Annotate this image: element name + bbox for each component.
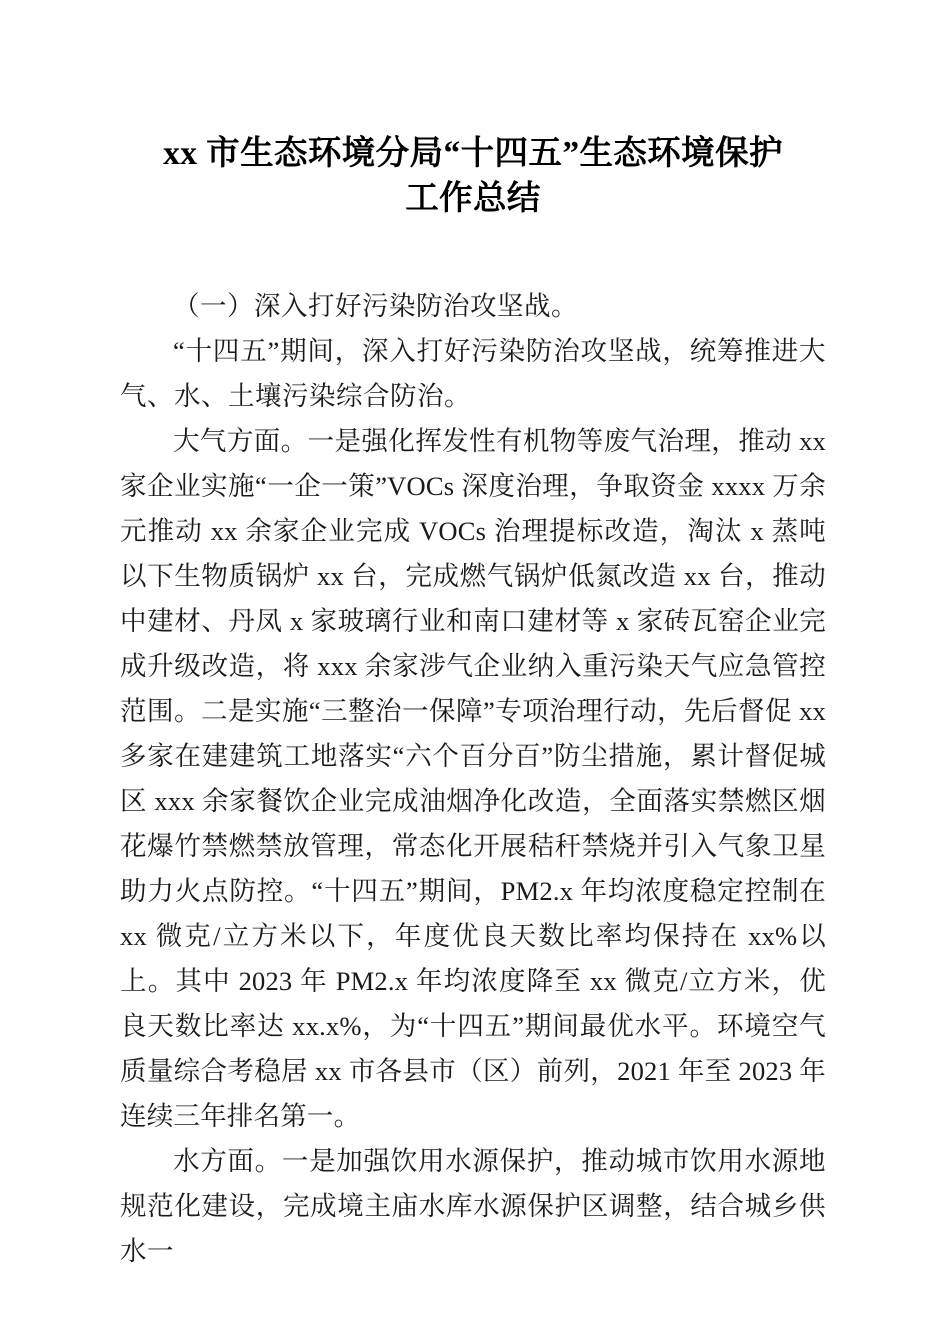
paragraph-water: 水方面。一是加强饮用水源保护，推动城市饮用水源地规范化建设，完成境主庙水库水源保护区调整，结合城乡供水一 bbox=[120, 1146, 826, 1266]
page-title-line-1: xx 市生态环境分局“十四五”生态环境保护 bbox=[163, 135, 783, 172]
document-body bbox=[120, 131, 826, 1274]
page-title bbox=[120, 131, 826, 221]
paragraph-overview: “十四五”期间，深入打好污染防治攻坚战，统筹推进大气、水、土壤污染综合防治。 bbox=[120, 336, 826, 411]
page-title-line-2: 工作总结 bbox=[405, 180, 541, 217]
paragraph-air-quality: 大气方面。一是强化挥发性有机物等废气治理，推动 xx 家企业实施“一企一策”VOCs 深度治理，争取资金 xxxx 万余元推动 xx 余家企业完成 VOCs 治理提标改造，淘汰 x 蒸吨以下生物质锅炉 xx 台，完成燃气锅炉低氮改造 xx 台，推动中建材、丹凤 x 家玻璃行业和南口建材等 x 家砖瓦窑企业完成升级改造，将 xxx 余家涉气企业纳入重污染天气应急管控范围。二是实施“三整治一保障”专项治理行动，先后督促 xx 多家在建建筑工地落实“六个百分百”防尘措施，累计督促城区 xxx 余家餐饮企业完成油烟净化改造，全面落实禁燃区烟花爆竹禁燃禁放管理，常态化开展秸秆禁烧并引入气象卫星助力火点防控。“十四五”期间，PM2.x 年均浓度稳定控制在 xx 微克/立方米以下，年度优良天数比率均保持在 xx%以上。其中 2023 年 PM2.x 年均浓度降至 xx 微克/立方米，优良天数比率达 xx.x%，为“十四五”期间最优水平。环境空气质量综合考稳居 xx 市各县市（区）前列，2021 年至 2023 年连续三年排名第一。 bbox=[120, 426, 826, 1131]
title-body-spacer bbox=[120, 221, 826, 284]
section-heading-1: （一）深入打好污染防治攻坚战。 bbox=[173, 291, 578, 321]
